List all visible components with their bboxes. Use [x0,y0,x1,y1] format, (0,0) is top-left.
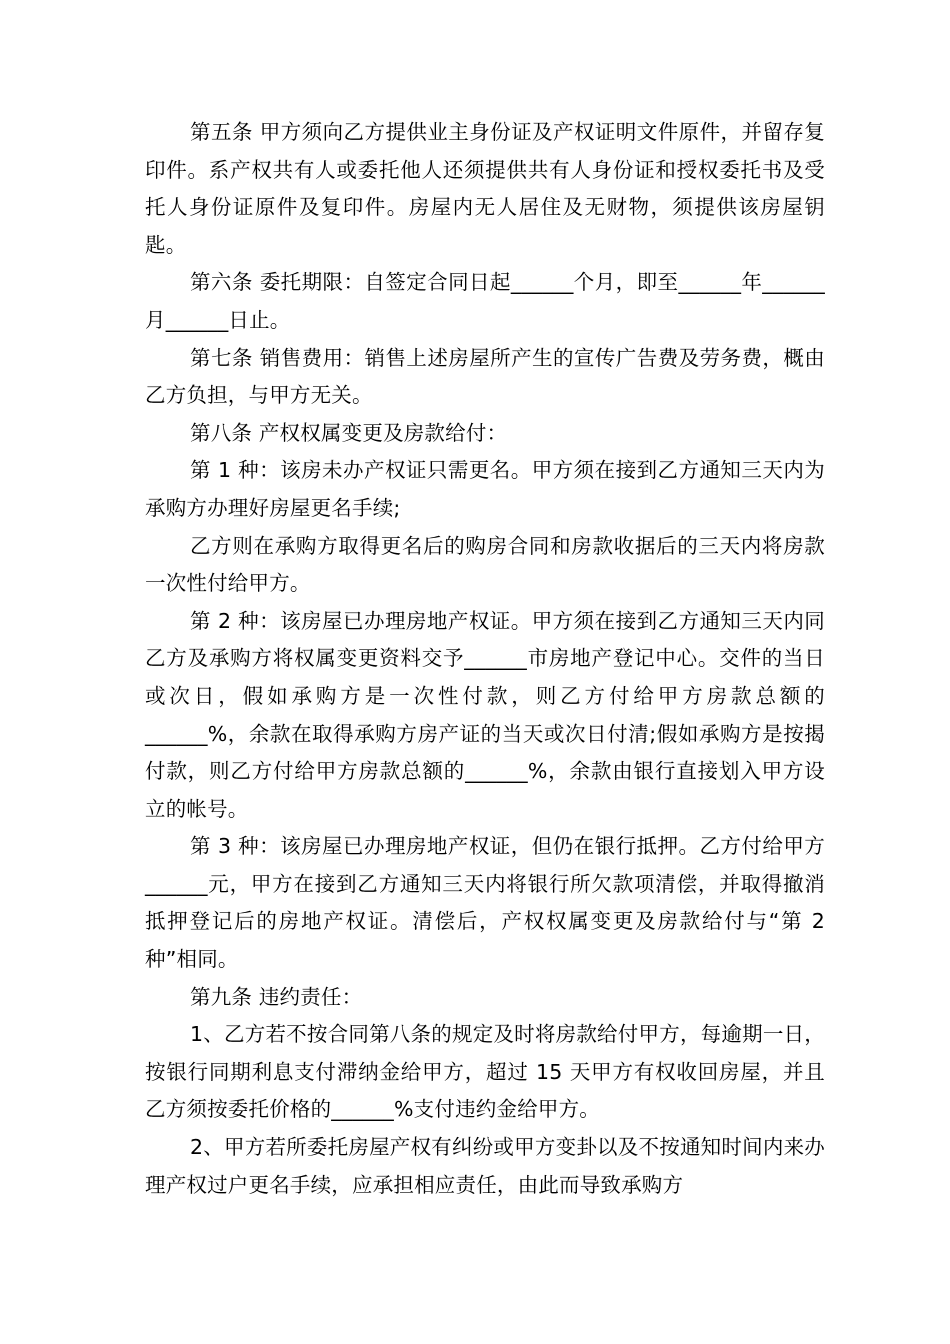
option-3-paragraph: 第 3 种：该房屋已办理房地产权证，但仍在银行抵押。乙方付给甲方______元，甲方在接到乙方通知三天内将银行所欠款项清偿，并取得撤消抵押登记后的房地产权证。清偿后，产权权属变更及房款给付与“第 2 种”相同。 [145,834,825,972]
liability-clause-2: 2、甲方若所委托房屋产权有纠纷或甲方变卦以及不按通知时间内来办理产权过户更名手续，应承担相应责任，由此而导致承购方 [145,1135,825,1197]
article-7-paragraph: 第七条 销售费用：销售上述房屋所产生的宣传广告费及劳务费，概由乙方负担，与甲方无关。 [145,345,825,408]
document-body [145,114,825,1204]
article-6-paragraph: 第六条 委托期限：自签定合同日起______个月，即至______年______月______日止。 [145,270,825,332]
article-5-paragraph: 第五条 甲方须向乙方提供业主身份证及产权证明文件原件，并留存复印件。系产权共有人或委托他人还须提供共有人身份证和授权委托书及受托人身份证原件及复印件。房屋内无人居住及无财物，须提供该房屋钥匙。 [145,120,825,257]
option-2-paragraph: 第 2 种：该房屋已办理房地产权证。甲方须在接到乙方通知三天内同乙方及承购方将权属变更资料交予______市房地产登记中心。交件的当日或次日，假如承购方是一次性付款，则乙方付给甲方房款总额的______%，余款在取得承购方房产证的当天或次日付清;假如承购方是按揭付款，则乙方付给甲方房款总额的______%，余款由银行直接划入甲方设立的帐号。 [145,608,825,821]
option-1-paragraph: 第 1 种：该房未办产权证只需更名。甲方须在接到乙方通知三天内为承购方办理好房屋更名手续; [145,458,825,520]
option-1-payment-paragraph: 乙方则在承购方取得更名后的购房合同和房款收据后的三天内将房款一次性付给甲方。 [145,533,825,596]
liability-clause-1: 1、乙方若不按合同第八条的规定及时将房款给付甲方，每逾期一日，按银行同期利息支付滞纳金给甲方，超过 15 天甲方有权收回房屋，并且乙方须按委托价格的______%支付违约金给甲方。 [145,1022,825,1122]
article-8-heading: 第八条 产权权属变更及房款给付： [190,420,508,445]
article-9-heading: 第九条 违约责任： [190,984,363,1009]
